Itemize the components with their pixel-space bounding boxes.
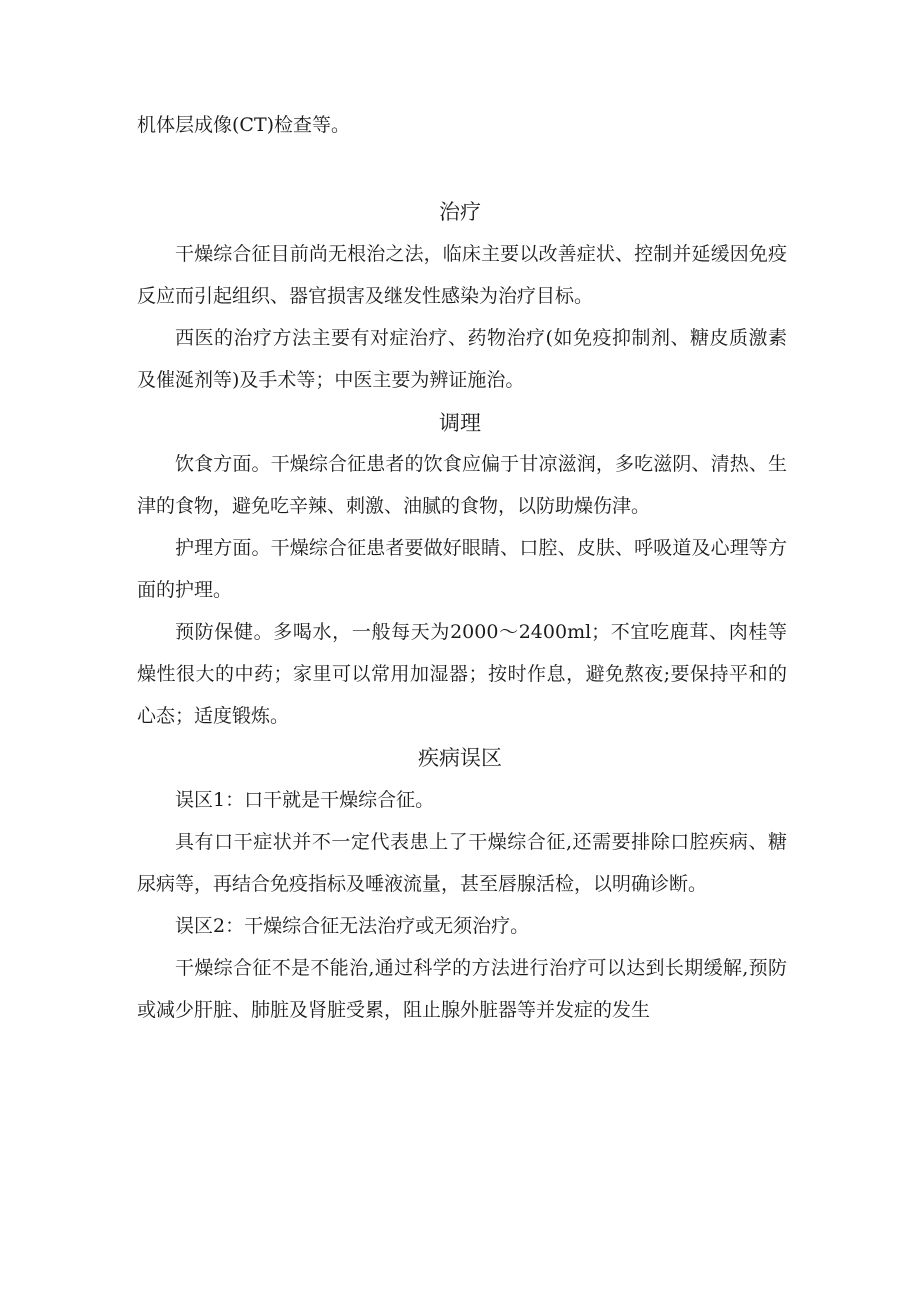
care-paragraph-prevention: 预防保健。多喝水，一般每天为2000～2400ml；不宜吃鹿茸、肉桂等燥性很大的中药；家里可以常用加湿器；按时作息，避免熬夜;要保持平和的心态；适度锻炼。: [137, 621, 787, 727]
heading-treatment: 治疗: [439, 200, 481, 224]
heading-care: 调理: [439, 411, 481, 435]
misconception-1-title: 误区1：口干就是干燥综合征。: [175, 789, 435, 811]
care-paragraph-diet: 饮食方面。干燥综合征患者的饮食应偏于甘凉滋润，多吃滋阴、清热、生津的食物，避免吃辛辣、刺激、油腻的食物，以防助燥伤津。: [137, 453, 787, 517]
misconception-2-title: 误区2：干燥综合征无法治疗或无须治疗。: [175, 915, 530, 937]
intro-paragraph: 机体层成像(CT)检查等。: [137, 114, 351, 136]
heading-misconceptions: 疾病误区: [418, 746, 502, 770]
treatment-paragraph-2: 西医的治疗方法主要有对症治疗、药物治疗(如免疫抑制剂、糖皮质激素及催涎剂等)及手术等；中医主要为辨证施治。: [137, 327, 787, 391]
treatment-paragraph-1: 干燥综合征目前尚无根治之法，临床主要以改善症状、控制并延缓因免疫反应而引起组织、器官损害及继发性感染为治疗目标。: [137, 243, 787, 307]
misconception-1-body: 具有口干症状并不一定代表患上了干燥综合征,还需要排除口腔疾病、糖尿病等，再结合免疫指标及唾液流量，甚至唇腺活检，以明确诊断。: [137, 831, 787, 895]
misconception-2-body: 干燥综合征不是不能治,通过科学的方法进行治疗可以达到长期缓解,预防或减少肝脏、肺脏及肾脏受累，阻止腺外脏器等并发症的发生: [137, 957, 787, 1021]
care-paragraph-nursing: 护理方面。干燥综合征患者要做好眼睛、口腔、皮肤、呼吸道及心理等方面的护理。: [137, 537, 787, 601]
